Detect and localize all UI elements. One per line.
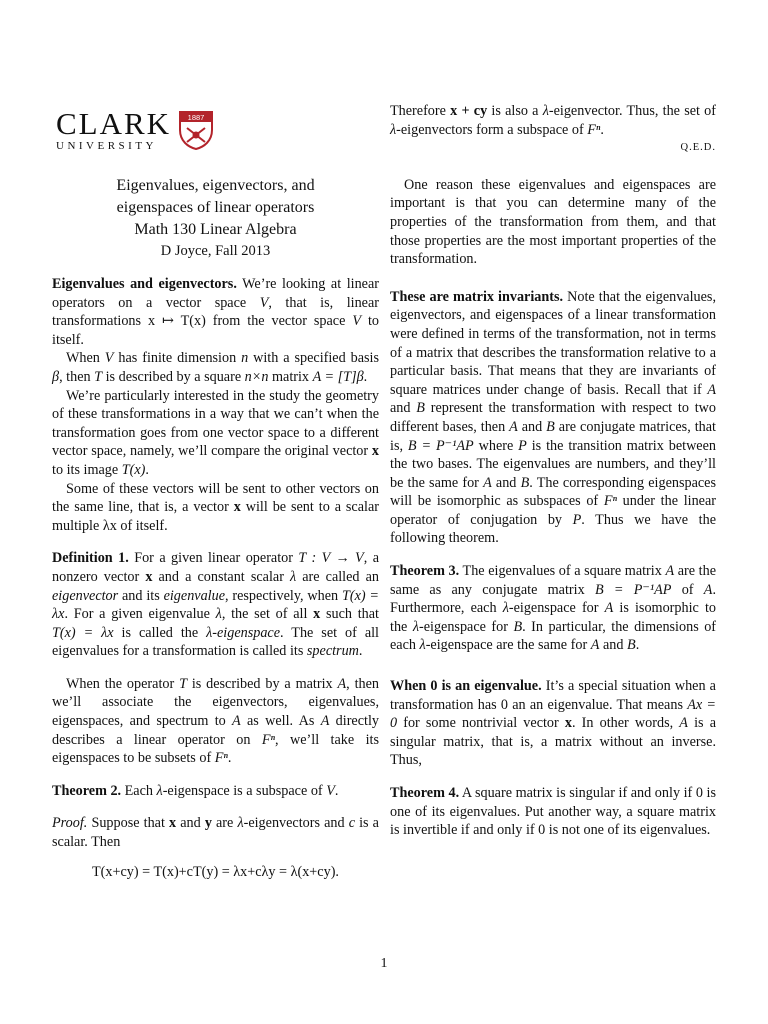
geometry-paragraph: We’re particularly interested in the study the geometry of these transformations in a way that we can’t when the transformation goes from one vector space to a different vector space, namely, we’ll compare the original vector x to its image T(x). — [52, 387, 379, 478]
intro-paragraph: Eigenvalues and eigenvectors. We’re looking at linear operators on a vector space V, that is, linear transformations x ↦ T(x) from the vector space V to itself. — [52, 276, 379, 348]
clark-logo — [56, 102, 379, 157]
crest-year: 1887 — [187, 112, 205, 122]
course-name: Math 130 Linear Algebra — [134, 221, 297, 238]
left-column — [52, 102, 379, 881]
clark-crest-icon — [177, 110, 215, 150]
author-line: D Joyce, Fall 2013 — [160, 243, 271, 259]
qed-mark: Q.E.D. — [680, 142, 716, 154]
proof-conclusion: Therefore x + cy is also a λ-eigenvector. Thus, the set of λ-eigenvectors form a subspace of Fⁿ. — [390, 103, 716, 138]
definition-1: Definition 1. For a given linear operator T : V → V, a nonzero vector x and a constant scalar λ are called an eigenvector and its eigenvalue, respectively, when T(x) = λx. For a given eigenvalue λ, the set of all x such that T(x) = λx is called the λ-eigenspace. The set of all eigenvalues for a transformation is called its spectrum. — [52, 550, 380, 660]
proof-equation: T(x+cy) = T(x)+cT(y) = λx+cλy = λ(x+cy). — [92, 863, 339, 880]
theorem-2: Theorem 2. Each λ-eigenspace is a subspace of V. — [52, 782, 339, 799]
importance-paragraph: One reason these eigenvalues and eigenspaces are important is that you can determine many of the properties of the transformation from them, and that those properties are the most important properties of the transformation. — [390, 176, 716, 268]
page-number: 1 — [380, 956, 388, 971]
matrix-association-paragraph: When the operator T is described by a matrix A, then we’ll associate the eigenvectors, eigenvalues, eigenspaces, and spectrum to A as well. As A directly describes a linear operator on Fⁿ, we’ll take its eigenspaces to be subsets of Fⁿ. — [52, 675, 379, 767]
finite-dimension-paragraph: When V has finite dimension n with a specified basis β, then T is described by a square n×n matrix A = [T]β. — [52, 350, 379, 385]
title-line-2: eigenspaces of linear operators — [116, 199, 315, 216]
paper-title — [52, 175, 379, 261]
zero-eigenvalue-paragraph: When 0 is an eigenvalue. It’s a special situation when a transformation has 0 an an eigenvalue. That means Ax = 0 for some nontrivial vector x. In other words, A is a singular matrix, that is, a matrix without an inverse. Thus, — [390, 678, 716, 769]
logo-sub-text: UNIVERSITY — [56, 139, 157, 152]
invariants-paragraph: These are matrix invariants. Note that the eigenvalues, eigenvectors, and eigenspaces of a linear transformation were defined in terms of the transformation, not in terms of a matrix that describes the transformation relative to a particular basis. That means that they are invariants of square matrices under change of basis. Recall that if A and B represent the transformation with respect to two different bases, then A and B are conjugate matrices, that is, B = P⁻¹AP where P is the transition matrix between the two bases. The eigenvalues are numbers, and they’ll be the same for A and B. The corresponding eigenspaces will be isomorphic as subspaces of Fⁿ under the linear operator of conjugation by P. Thus we have the following theorem. — [390, 288, 717, 547]
section-heading-zero: When 0 is an eigenvalue. — [390, 678, 542, 695]
section-heading-invariants: These are matrix invariants. — [390, 288, 564, 305]
logo-main-text: CLARK — [56, 105, 172, 141]
right-column — [390, 102, 716, 840]
proof-paragraph: Proof. Suppose that x and y are λ-eigenvectors and c is a scalar. Then — [52, 815, 379, 851]
theorem-4: Theorem 4. A square matrix is singular if and only if 0 is one of its eigenvalues. Put another way, a square matrix is invertible if and only if 0 is not one of its eigenvalues. — [390, 785, 716, 839]
title-line-1: Eigenvalues, eigenvectors, and — [116, 177, 315, 194]
scalar-multiple-paragraph: Some of these vectors will be sent to other vectors on the same line, that is, a vector x will be sent to a scalar multiple λx of itself. — [52, 480, 379, 534]
theorem-3: Theorem 3. The eigenvalues of a square matrix A are the same as any conjugate matrix B = P⁻¹AP of A. Furthermore, each λ-eigenspace for A is isomorphic to the λ-eigenspace for B. In particular, the dimensions of each λ-eigenspace are the same for A and B. — [390, 563, 717, 654]
section-heading-eigen: Eigenvalues and eigenvectors. — [52, 276, 237, 292]
